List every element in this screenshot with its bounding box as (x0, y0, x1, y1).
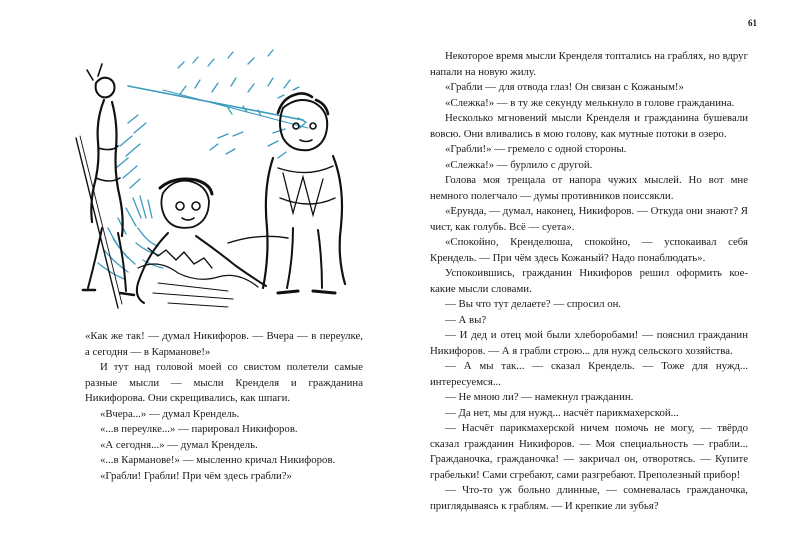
paragraph: Несколько мгновений мысли Кренделя и гражданина бушевали вовсю. Они вливались в мою голову, как мутные потоки в озеро. (430, 112, 748, 140)
paragraph: «Ерунда, — думал, наконец, Никифоров. — Откуда они знают? Я чист, как голубь. Всё — суета». (430, 205, 748, 233)
paragraph: — Вы что тут делаете? — спросил он. (445, 298, 622, 310)
paragraph: «Спокойно, Кренделюша, спокойно, — успокаивал себя Крендель. — При чём здесь Кожаный? Надо понаблюдать». (430, 236, 748, 264)
left-column-text (85, 329, 363, 484)
paragraph: — А вы? (445, 313, 487, 326)
paragraph: — И дед и отец мой были хлеборобами! — пояснил гражданин Никифоров. — А я грабли строю... для нужд сельского хозяйства. (430, 329, 748, 357)
page-number: 61 (748, 18, 757, 28)
paragraph: — А мы так... — сказал Крендель. — Тоже для нужд... интересуемся... (430, 360, 748, 388)
paragraph: — Что-то уж больно длинные, — сомневалась гражданочка, приглядываясь к граблям. — И крепкие ли зубья? (430, 484, 748, 512)
right-column-text (430, 49, 748, 514)
paragraph: «А сегодня...» — думал Крендель. (100, 438, 258, 451)
paragraph: Некоторое время мысли Кренделя топтались на граблях, но вдруг напали на новую жилу. (430, 50, 748, 78)
paragraph: — Да нет, мы для нужд... насчёт парикмахерской... (445, 406, 679, 419)
paragraph: Голова моя трещала от напора чужих мыслей. Но вот мне немного полегчало — думы противников поиссякли. (430, 174, 748, 202)
paragraph: — Насчёт парикмахерской ничем помочь не могу, — твёрдо сказал гражданин Никифоров. — Моя специальность — грабли... Гражданочка, гражданочка! — закричал он, отворотясь. — Купите грабельки! Сами сгребают, сами разгребают. Преполезный прибор! (430, 422, 748, 481)
paragraph: «Слежка!» — бурлило с другой. (445, 158, 593, 171)
paragraph: «Грабли — для отвода глаз! Он связан с Кожаным!» (445, 81, 684, 93)
paragraph: — Не мною ли? — намекнул гражданин. (445, 391, 634, 403)
paragraph: «Вчера...» — думал Крендель. (100, 407, 240, 420)
paragraph: «Грабли! Грабли! При чём здесь грабли?» (100, 469, 292, 482)
paragraph: «Слежка!» — в ту же секунду мелькнуло в голове гражданина. (445, 96, 735, 109)
paragraph: «...в переулке...» — парировал Никифоров. (100, 423, 298, 435)
ink-drawing-icon (68, 28, 368, 323)
paragraph: «Грабли!» — гремело с одной стороны. (445, 143, 627, 155)
paragraph: «Как же так! — думал Никифоров. — Вчера — в переулке, а сегодня — в Карманове!» (85, 330, 363, 358)
paragraph: И тут над головой моей со свистом полетели самые разные мысли — мысли Кренделя и гражданина Никифорова. Они скрещивались, как шпаги. (85, 361, 363, 404)
paragraph: Успокоившись, гражданин Никифоров решил оформить кое-какие мысли словами. (430, 267, 748, 295)
paragraph: «...в Карманове!» — мысленно кричал Никифоров. (100, 454, 336, 466)
